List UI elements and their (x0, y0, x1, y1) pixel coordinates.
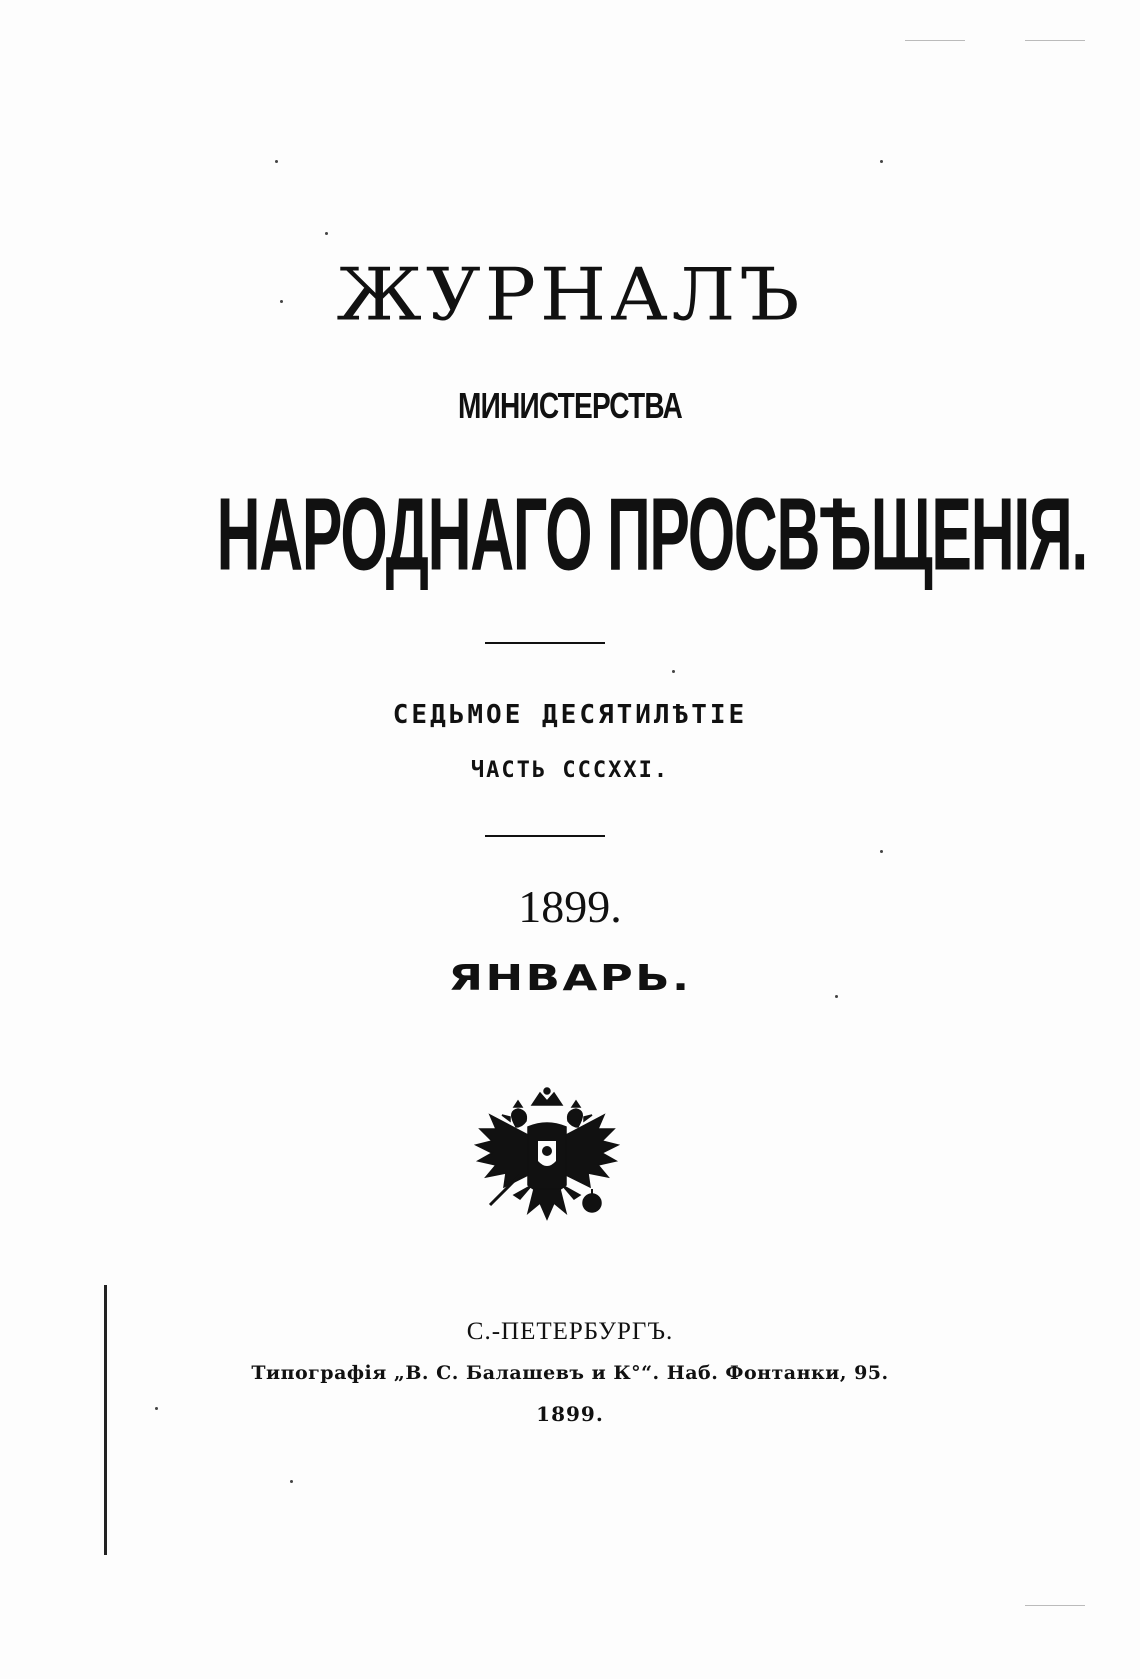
journal-title: ЖУРНАЛЪ (336, 252, 804, 337)
part-label: ЧАСТЬ СССХХІ. (470, 758, 670, 783)
scan-edge-line (1025, 1605, 1085, 1606)
divider-rule (485, 835, 605, 837)
scan-edge-line (1025, 40, 1085, 41)
speck (672, 670, 675, 673)
imprint-city: С.-ПЕТЕРБУРГЪ. (466, 1318, 674, 1345)
divider-rule (485, 642, 605, 644)
speck (275, 160, 278, 163)
binding-edge-line (104, 1285, 107, 1555)
series-label: СЕДЬМОЕ ДЕСЯТИЛѢТІЕ (392, 700, 748, 730)
imprint-printer: Типографія „В. С. Балашевъ и К°“. Наб. Фонтанки, 95. (251, 1362, 889, 1384)
journal-title-large: НАРОДНАГО ПРОСВѢЩЕНІЯ. (216, 476, 1088, 592)
imprint-year: 1899. (536, 1402, 604, 1426)
journal-subtitle: МИНИСТЕРСТВА (457, 385, 683, 426)
double-headed-eagle-icon (470, 1085, 625, 1240)
scan-edge-line (905, 40, 965, 41)
speck (325, 232, 328, 235)
issue-month: ЯНВАРЬ. (448, 958, 692, 999)
speck (880, 160, 883, 163)
issue-year: 1899. (518, 881, 622, 932)
speck (880, 850, 883, 853)
speck (290, 1480, 293, 1483)
